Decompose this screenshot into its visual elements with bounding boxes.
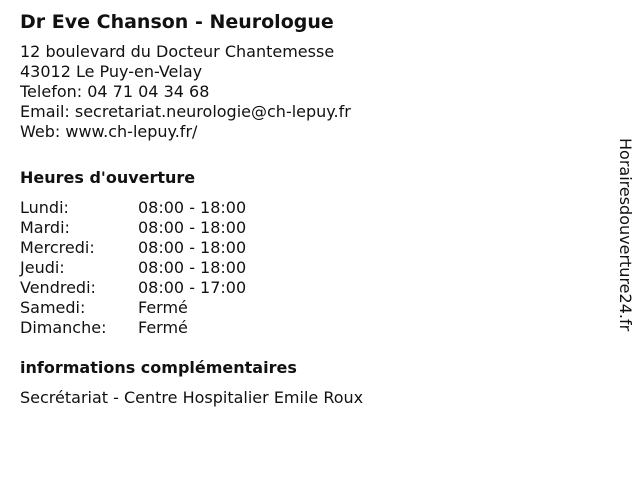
- practice-info-card: [20, 8, 600, 408]
- opening-hours-heading: Heures d'ouverture: [20, 168, 196, 187]
- day-label-friday: Vendredi:: [20, 278, 96, 297]
- address-line-2: 43012 Le Puy-en-Velay: [20, 62, 203, 81]
- address-line-1: 12 boulevard du Docteur Chantemesse: [20, 42, 335, 61]
- time-value-monday: 08:00 - 18:00: [138, 198, 247, 217]
- time-value-friday: 08:00 - 17:00: [138, 278, 247, 297]
- doctor-name-heading: Dr Eve Chanson - Neurologue: [20, 11, 334, 33]
- hours-row-sunday: [20, 318, 600, 338]
- day-label-wednesday: Mercredi:: [20, 238, 95, 257]
- time-value-tuesday: 08:00 - 18:00: [138, 218, 247, 237]
- opening-hours-list: [20, 198, 600, 338]
- hours-row-friday: [20, 278, 600, 298]
- time-value-thursday: 08:00 - 18:00: [138, 258, 247, 277]
- hours-row-thursday: [20, 258, 600, 278]
- hours-row-saturday: [20, 298, 600, 318]
- day-label-saturday: Samedi:: [20, 298, 86, 317]
- day-label-monday: Lundi:: [20, 198, 69, 217]
- hours-row-tuesday: [20, 218, 600, 238]
- day-label-thursday: Jeudi:: [20, 258, 65, 277]
- hours-row-wednesday: [20, 238, 600, 258]
- additional-info-heading: informations complémentaires: [20, 358, 297, 377]
- time-value-sunday: Fermé: [138, 318, 188, 337]
- hours-row-monday: [20, 198, 600, 218]
- email-text: Email: secretariat.neurologie@ch-lepuy.fr: [20, 102, 351, 121]
- phone-text: Telefon: 04 71 04 34 68: [20, 82, 210, 101]
- time-value-saturday: Fermé: [138, 298, 188, 317]
- time-value-wednesday: 08:00 - 18:00: [138, 238, 247, 257]
- day-label-tuesday: Mardi:: [20, 218, 70, 237]
- site-watermark-text: Horairesdouverture24.fr: [616, 138, 635, 332]
- additional-info-text: Secrétariat - Centre Hospitalier Emile Roux: [20, 388, 364, 407]
- website-text: Web: www.ch-lepuy.fr/: [20, 122, 198, 141]
- day-label-sunday: Dimanche:: [20, 318, 107, 337]
